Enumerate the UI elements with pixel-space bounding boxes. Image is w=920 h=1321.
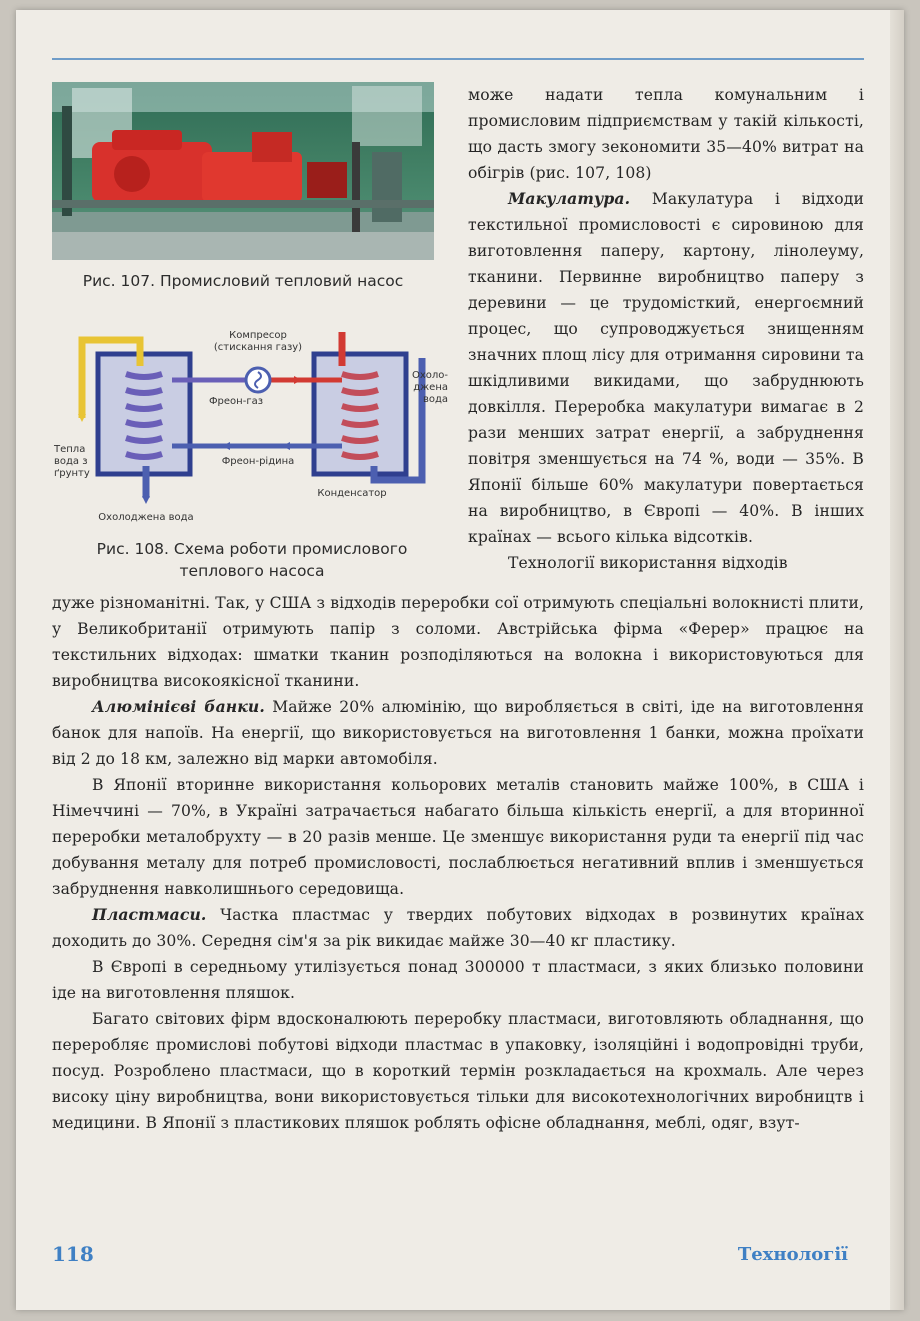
textbook-page: [16, 10, 904, 1310]
top-rule: [52, 58, 864, 60]
heat-pump-diagram: [52, 318, 452, 528]
label-cooled-1: Охоло-: [411, 370, 448, 381]
paragraph: В Японії вторинне використання кольорових металів становить майже 100%, в США і Німеччині — 70%, в Україні затрачається набагато більша кількість енергії, а для вторинної переробки металобрухту — в 20 разів менше. Це зменшує використання руди та енергії під час добування металу для потреб промисловості, послаблюється негативний вплив і зменшується забруднення навколишнього середовища.: [52, 776, 864, 898]
label-cooled-3: вода: [422, 394, 448, 405]
arrow-right-icon: [294, 376, 302, 384]
paragraph: В Європі в середньому утилізується понад 300000 т пластмаси, з яких близько половини іде на виготовлення пляшок.: [52, 958, 864, 1002]
running-title: Технології: [737, 1244, 848, 1265]
paragraph-body: Майже 20% алюмінію, що виробляється в світі, іде на виготовлення банок для напоїв. На енергії, що використовується на виготовлення 1 банки, можна проїхати від 2 до 18 км, залежно від марки автомобіля.: [52, 698, 864, 768]
paragraph: може надати тепла комунальним і промисловим підприємствам у такій кількості, що дасть змогу зекономити 35—40% витрат на обігрів (рис. 107, 108): [468, 86, 864, 182]
label-compressor-note: (стискання газу): [213, 342, 303, 353]
heat-pump-photo-illustration: [52, 82, 434, 260]
paragraph-aluminium: [52, 694, 864, 772]
paragraph-body: Макулатура і відходи текстильної промисловості є сировиною для виготовлення паперу, картону, лінолеуму, тканини. Первинне виробництво паперу з деревини — це трудомісткий, енергоємний процес, що супроводжується знищенням значних площ лісу для отримання сировини та шкідливими викидами, що забруднюють довкілля. Переробка макулатури вимагає в 2 рази менших затрат енергії, а забруднення повітря зменшується на 74 %, води — 35%. В Японії більше 60% макулатури повертається на виробництво, в Європі — 40%. В інших країнах — всього кілька відсотків.: [468, 190, 864, 546]
arrow-down-icon: [142, 496, 150, 504]
heat-pump-photo: [52, 82, 434, 260]
right-column-text: [468, 82, 864, 576]
label-condenser: Конденсатор: [317, 488, 387, 499]
label-warm-3: ґрунту: [54, 468, 90, 479]
figure-108-caption-line1: Рис. 108. Схема роботи промислового: [96, 540, 408, 558]
full-width-text: [52, 590, 864, 1136]
figure-107-caption: Рис. 107. Промисловий тепловий насос: [82, 272, 404, 290]
paragraph: Багато світових фірм вдосконалюють переробку пластмаси, виготовляють обладнання, що переробляє промислові побутові відходи пластмас в упаковку, ізоляційні і водопровідні труби, посуд. Розроблено пластмаси, що в короткий термін розкладається на крохмаль. Але через високу ціну виробництва, вони використовується тільки для високотехнологічних виробництв і медицини. В Японії з пластикових пляшок роблять офісне обладнання, меблі, одяг, взут-: [52, 1010, 864, 1132]
paragraph-macro: [468, 186, 864, 550]
heat-pump-diagram-svg: [52, 318, 452, 528]
paragraph: дуже різноманітні. Так, у США з відходів переробки сої отримують спеціальні волокнисті плити, у Великобританії отримують папір з соломи. Австрійська фірма «Ферер» працює на текстильних відходах: шматки тканин розподіляються на волокна і використовуються для виробництва високоякісної тканини.: [52, 594, 864, 690]
paragraph-body: Частка пластмас у твердих побутових відходах в розвинутих країнах доходить до 30%. Середня сім'я за рік викидає майже 30—40 кг пластику.: [52, 906, 864, 950]
paragraph-start: Технології використання відходів: [508, 554, 788, 572]
paragraph-lead: Алюмінієві банки.: [92, 697, 265, 716]
label-compressor: Компресор: [229, 330, 287, 341]
label-freon-liquid: Фреон-рідина: [221, 456, 295, 467]
page-number: 118: [52, 1242, 94, 1266]
paragraph-lead: Пластмаси.: [92, 905, 207, 924]
label-cooled-2: джена: [413, 382, 448, 393]
label-freon-gas: Фреон-газ: [208, 396, 264, 407]
arrow-left-icon: [222, 442, 230, 450]
arrow-left-icon: [282, 442, 290, 450]
paragraph-plastics: [52, 902, 864, 954]
label-warm-1: Тепла: [54, 444, 86, 455]
label-cooled-water: Охолоджена вода: [98, 512, 194, 523]
paragraph-lead: Макулатура.: [508, 189, 631, 208]
figure-108-caption: [52, 538, 452, 582]
page-edge-shadow: [890, 10, 904, 1310]
figure-108-caption-line2: теплового насоса: [179, 562, 325, 580]
label-warm-2: вода з: [54, 456, 88, 467]
